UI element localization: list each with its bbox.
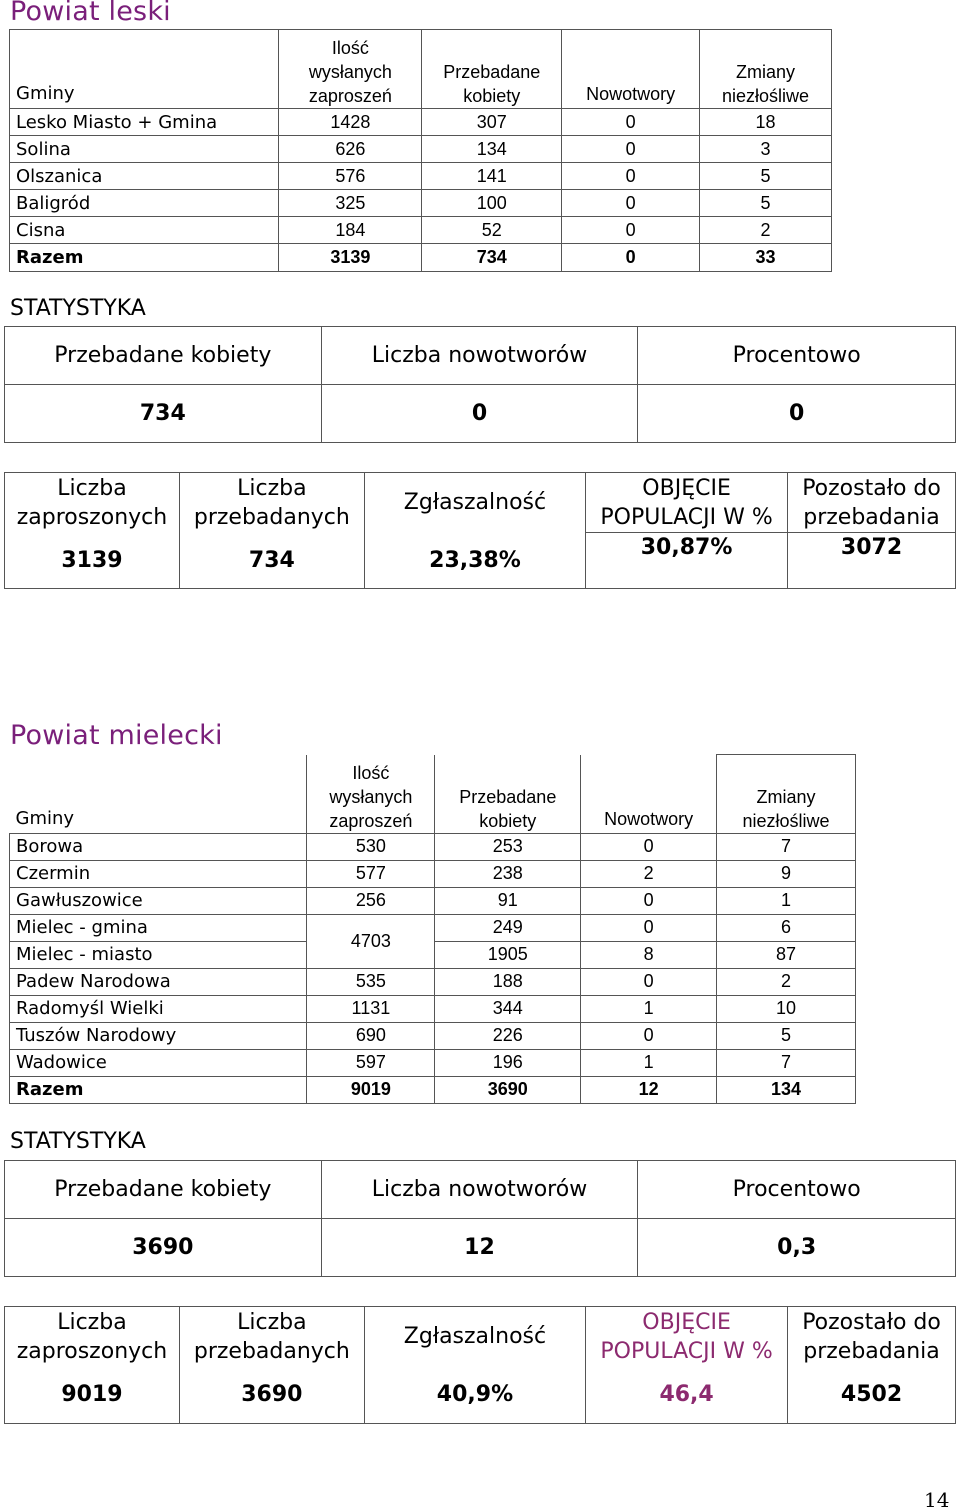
cell: 7 bbox=[717, 1049, 856, 1076]
cell: Radomyśl Wielki bbox=[10, 995, 307, 1022]
cell: 530 bbox=[307, 833, 435, 860]
cell: 1 bbox=[581, 995, 717, 1022]
municipality-table bbox=[9, 754, 856, 1104]
cell: Tuszów Narodowy bbox=[10, 1022, 307, 1049]
stat-value: 0 bbox=[638, 385, 956, 443]
cell: 0 bbox=[581, 1022, 717, 1049]
cell: 184 bbox=[279, 217, 422, 244]
cell: 2 bbox=[581, 860, 717, 887]
summary-value: 46,4 bbox=[586, 1367, 788, 1424]
summary-header-text: Liczba przebadanych bbox=[193, 475, 350, 530]
cell: 196 bbox=[435, 1049, 581, 1076]
cell: 690 bbox=[307, 1022, 435, 1049]
cell: 597 bbox=[307, 1049, 435, 1076]
cell: 10 bbox=[717, 995, 856, 1022]
table-row bbox=[10, 995, 856, 1022]
table-row bbox=[10, 190, 832, 217]
summary-value: 3690 bbox=[179, 1367, 364, 1424]
page-number: 14 bbox=[924, 1488, 950, 1512]
cell: 91 bbox=[435, 887, 581, 914]
header-text: Ilość wysłanych zaproszeń bbox=[308, 38, 392, 106]
stat-header: Przebadane kobiety bbox=[5, 327, 322, 385]
cell: 1 bbox=[581, 1049, 717, 1076]
header-text: Zmiany niezłośliwe bbox=[742, 786, 830, 831]
cell: 0 bbox=[562, 163, 700, 190]
summary-value: 40,9% bbox=[364, 1367, 585, 1424]
cell: 0 bbox=[562, 244, 700, 272]
section-title: Powiat leski bbox=[10, 0, 171, 27]
cell: 1428 bbox=[279, 109, 422, 136]
header-text: Ilość wysłanych zaproszeń bbox=[329, 762, 413, 831]
cell: 7 bbox=[717, 833, 856, 860]
cell: 0 bbox=[581, 968, 717, 995]
cell: 0 bbox=[562, 190, 700, 217]
section-title: Powiat mielecki bbox=[10, 720, 223, 751]
cell: 576 bbox=[279, 163, 422, 190]
header-text: Przebadane kobiety bbox=[459, 786, 557, 831]
table-row bbox=[10, 163, 832, 190]
table-row bbox=[10, 1049, 856, 1076]
stat-value: 12 bbox=[321, 1219, 638, 1277]
stat-value: 0 bbox=[321, 385, 638, 443]
cell: 1905 bbox=[435, 941, 581, 968]
cell: 256 bbox=[307, 887, 435, 914]
summary-value: 23,38% bbox=[364, 533, 585, 589]
table-row bbox=[10, 887, 856, 914]
summary-value: 3139 bbox=[5, 533, 180, 589]
header-cell bbox=[717, 755, 856, 834]
cell: 100 bbox=[422, 190, 562, 217]
summary-table bbox=[4, 1306, 956, 1424]
cell: Padew Narodowa bbox=[10, 968, 307, 995]
header-cell bbox=[279, 30, 422, 109]
cell: Lesko Miasto + Gmina bbox=[10, 109, 279, 136]
cell: Olszanica bbox=[10, 163, 279, 190]
header-cell: Gminy bbox=[10, 755, 307, 834]
cell: Mielec - gmina bbox=[10, 914, 307, 941]
header-cell: Nowotwory bbox=[562, 30, 700, 109]
summary-header-text: OBJĘCIE POPULACJI W % bbox=[600, 475, 773, 530]
cell: 8 bbox=[581, 941, 717, 968]
cell: 0 bbox=[562, 217, 700, 244]
summary-header bbox=[586, 1307, 788, 1367]
table-row bbox=[10, 1022, 856, 1049]
cell: 249 bbox=[435, 914, 581, 941]
cell: 0 bbox=[562, 109, 700, 136]
cell: 734 bbox=[422, 244, 562, 272]
cell: 141 bbox=[422, 163, 562, 190]
cell: 52 bbox=[422, 217, 562, 244]
cell: 0 bbox=[581, 887, 717, 914]
cell: 1131 bbox=[307, 995, 435, 1022]
cell: 188 bbox=[435, 968, 581, 995]
cell: 5 bbox=[700, 163, 832, 190]
cell: Gawłuszowice bbox=[10, 887, 307, 914]
header-text: Przebadane kobiety bbox=[443, 62, 541, 106]
table-row bbox=[10, 968, 856, 995]
summary-header-text: Pozostało do przebadania bbox=[802, 475, 941, 530]
summary-value: 734 bbox=[179, 533, 364, 589]
header-cell bbox=[422, 30, 562, 109]
cell: 238 bbox=[435, 860, 581, 887]
stat-header: Procentowo bbox=[638, 327, 956, 385]
cell: 253 bbox=[435, 833, 581, 860]
cell: 626 bbox=[279, 136, 422, 163]
cell: 87 bbox=[717, 941, 856, 968]
cell: 12 bbox=[581, 1076, 717, 1103]
stat-header: Przebadane kobiety bbox=[5, 1161, 322, 1219]
header-cell: Nowotwory bbox=[581, 755, 717, 834]
statistics-table bbox=[4, 1160, 956, 1277]
summary-header-text: Liczba zaproszonych bbox=[16, 475, 168, 530]
cell: 1 bbox=[717, 887, 856, 914]
cell: 9 bbox=[717, 860, 856, 887]
summary-header bbox=[5, 1307, 180, 1367]
cell: Wadowice bbox=[10, 1049, 307, 1076]
summary-header-text: OBJĘCIE POPULACJI W % bbox=[600, 1309, 773, 1364]
total-row bbox=[10, 244, 832, 272]
table-row bbox=[10, 217, 832, 244]
cell: 0 bbox=[562, 136, 700, 163]
summary-header bbox=[179, 473, 364, 533]
header-text: Zmiany niezłośliwe bbox=[722, 62, 810, 106]
summary-header bbox=[788, 473, 956, 533]
cell: 2 bbox=[700, 217, 832, 244]
header-cell bbox=[307, 755, 435, 834]
statistics-label: STATYSTYKA bbox=[10, 296, 146, 321]
cell: 3139 bbox=[279, 244, 422, 272]
cell: 2 bbox=[717, 968, 856, 995]
cell: 134 bbox=[717, 1076, 856, 1103]
header-cell bbox=[700, 30, 832, 109]
cell: 9019 bbox=[307, 1076, 435, 1103]
summary-header-text: Liczba przebadanych bbox=[193, 1309, 350, 1364]
stat-header: Procentowo bbox=[638, 1161, 956, 1219]
summary-header-text: Liczba zaproszonych bbox=[16, 1309, 168, 1364]
table-row bbox=[10, 136, 832, 163]
summary-header bbox=[179, 1307, 364, 1367]
table-row bbox=[10, 833, 856, 860]
statistics-table bbox=[4, 326, 956, 443]
cell: 33 bbox=[700, 244, 832, 272]
cell: 535 bbox=[307, 968, 435, 995]
header-cell bbox=[435, 755, 581, 834]
summary-value: 9019 bbox=[5, 1367, 180, 1424]
summary-table bbox=[4, 472, 956, 589]
summary-header: Zgłaszalność bbox=[364, 1307, 585, 1367]
stat-value: 3690 bbox=[5, 1219, 322, 1277]
cell: 577 bbox=[307, 860, 435, 887]
cell: Baligród bbox=[10, 190, 279, 217]
header-cell: Gminy bbox=[10, 30, 279, 109]
cell: Czermin bbox=[10, 860, 307, 887]
cell: 18 bbox=[700, 109, 832, 136]
table-row bbox=[10, 914, 856, 941]
cell: 0 bbox=[581, 833, 717, 860]
cell-merged: 4703 bbox=[307, 914, 435, 968]
cell: 3 bbox=[700, 136, 832, 163]
table-row bbox=[10, 109, 832, 136]
cell: 3690 bbox=[435, 1076, 581, 1103]
summary-header bbox=[586, 473, 788, 533]
cell: 0 bbox=[581, 914, 717, 941]
cell: 307 bbox=[422, 109, 562, 136]
cell: 226 bbox=[435, 1022, 581, 1049]
total-row bbox=[10, 1076, 856, 1103]
cell: 344 bbox=[435, 995, 581, 1022]
cell: Razem bbox=[10, 244, 279, 272]
summary-header bbox=[788, 1307, 956, 1367]
summary-value: 30,87% bbox=[586, 533, 788, 589]
summary-header bbox=[5, 473, 180, 533]
table-row bbox=[10, 860, 856, 887]
cell: 5 bbox=[700, 190, 832, 217]
statistics-label: STATYSTYKA bbox=[10, 1129, 146, 1154]
summary-header-text: Pozostało do przebadania bbox=[802, 1309, 941, 1364]
stat-header: Liczba nowotworów bbox=[321, 1161, 638, 1219]
cell: 325 bbox=[279, 190, 422, 217]
cell: Razem bbox=[10, 1076, 307, 1103]
cell: Solina bbox=[10, 136, 279, 163]
stat-header: Liczba nowotworów bbox=[321, 327, 638, 385]
cell: 6 bbox=[717, 914, 856, 941]
cell: Mielec - miasto bbox=[10, 941, 307, 968]
cell: Borowa bbox=[10, 833, 307, 860]
cell: 5 bbox=[717, 1022, 856, 1049]
municipality-table bbox=[9, 29, 832, 272]
summary-header: Zgłaszalność bbox=[364, 473, 585, 533]
cell: 134 bbox=[422, 136, 562, 163]
stat-value: 0,3 bbox=[638, 1219, 956, 1277]
summary-value: 3072 bbox=[788, 533, 956, 589]
summary-value: 4502 bbox=[788, 1367, 956, 1424]
stat-value: 734 bbox=[5, 385, 322, 443]
cell: Cisna bbox=[10, 217, 279, 244]
